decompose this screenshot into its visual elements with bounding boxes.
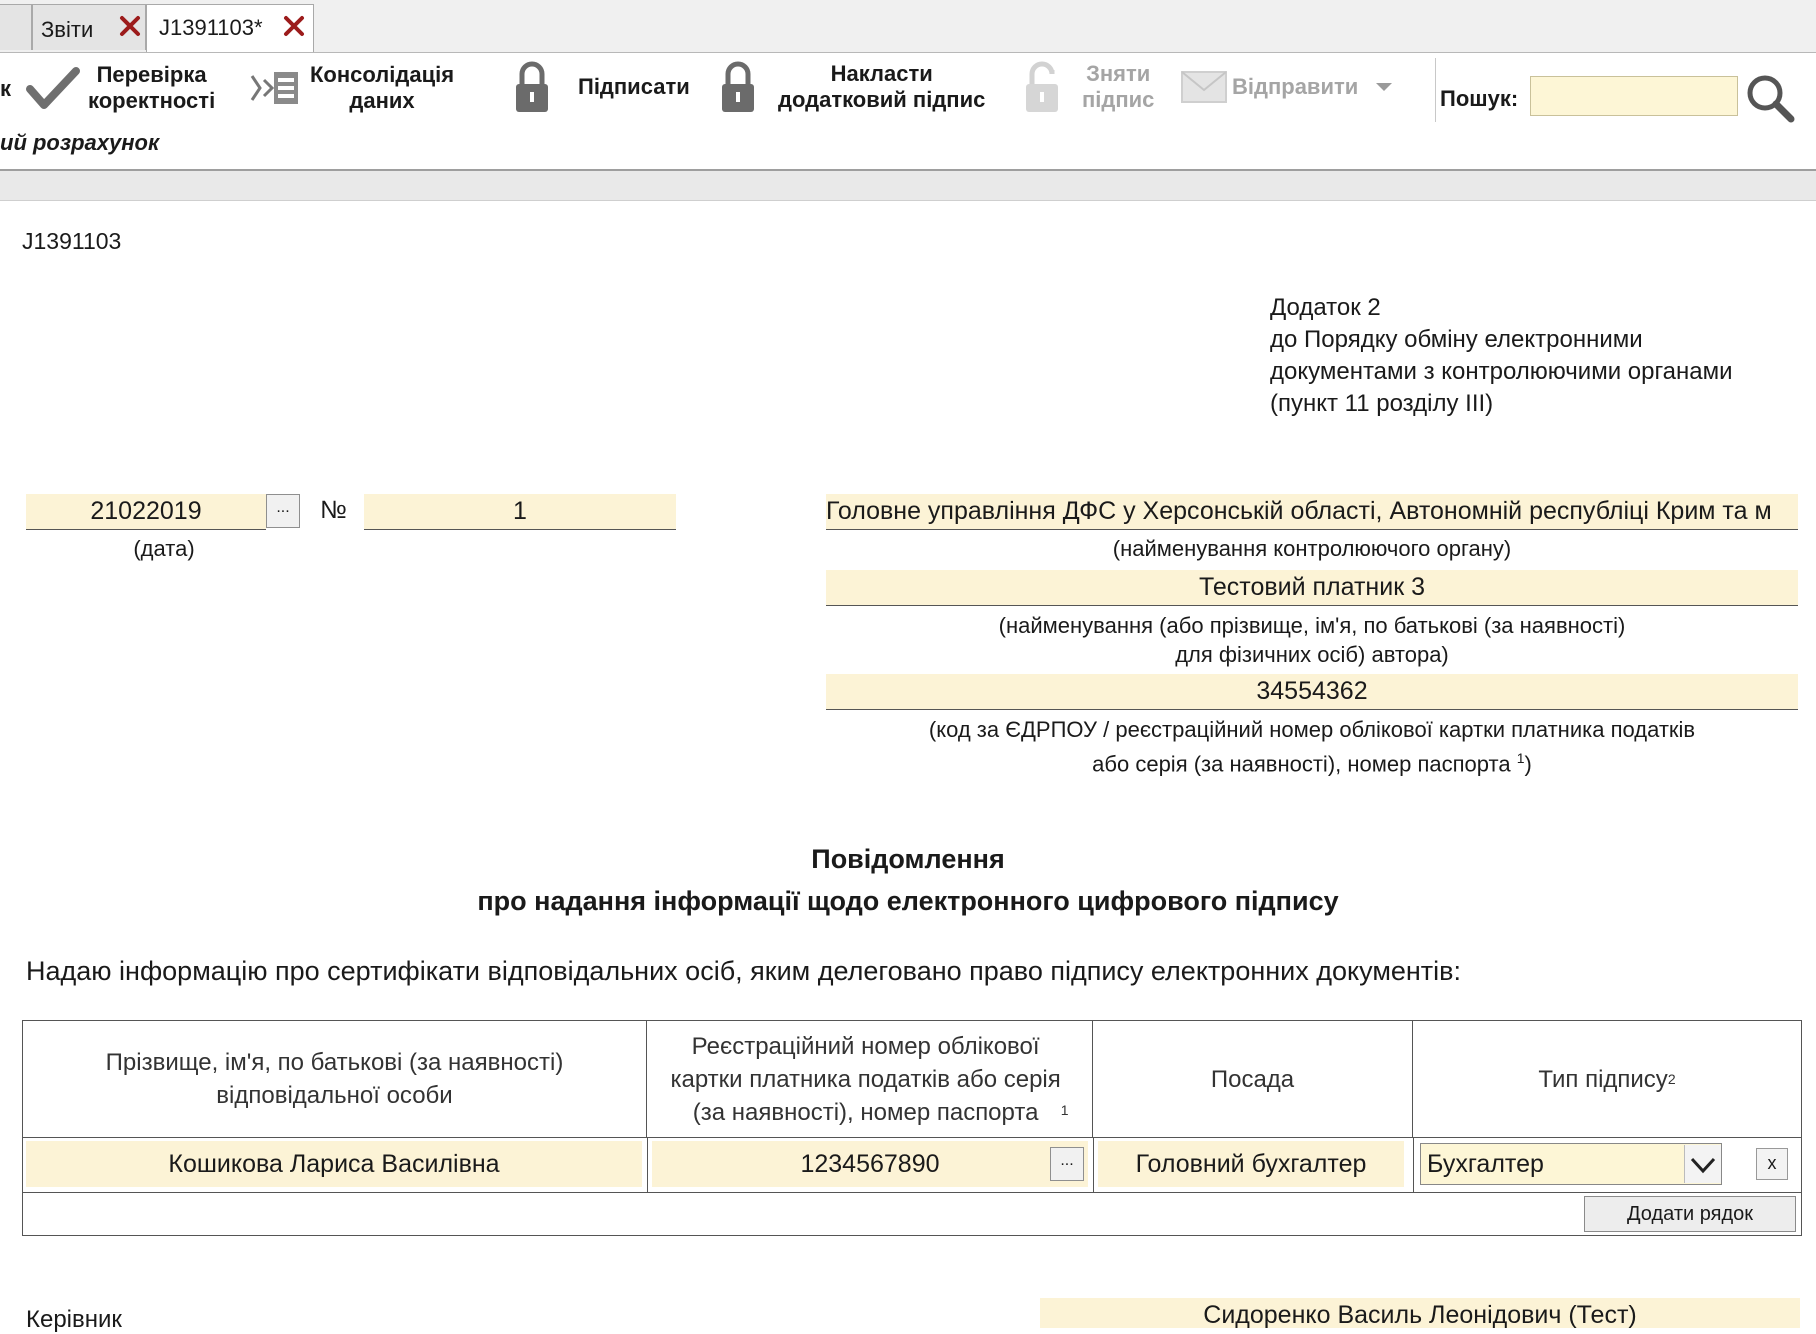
signer-position-cell[interactable]: Головний бухгалтер [1098, 1141, 1404, 1187]
remove-sign-button[interactable] [1022, 60, 1154, 114]
signer-reg-cell[interactable]: 1234567890 [652, 1141, 1088, 1187]
tab-j1391103-label: J1391103* [159, 15, 263, 40]
lock-icon [512, 60, 552, 114]
appendix-line: документами з контролюючими органами [1270, 358, 1733, 385]
sign-button[interactable] [512, 60, 690, 114]
signatories-table [22, 1020, 1802, 1236]
toolbar-divider-band [0, 169, 1816, 201]
tab-hidden[interactable] [0, 4, 32, 50]
col-header-type-text: Тип підпису [1538, 1065, 1668, 1093]
signer-name-cell[interactable]: Кошикова Лариса Василівна [26, 1141, 642, 1187]
edrpou-caption [826, 715, 1798, 778]
author-caption-line: для фізичних осіб) автора) [1175, 642, 1449, 667]
footnote-1: 1 [1516, 750, 1525, 766]
document-code: J1391103 [22, 228, 122, 254]
footnote-1: 1 [1060, 1102, 1069, 1118]
signer-reg-picker-button[interactable]: ... [1050, 1147, 1084, 1181]
toolbar-cut-label: к [0, 76, 12, 101]
number-label: № [320, 496, 347, 524]
author-caption-line: (найменування (або прізвище, ім'я, по батькові (за наявності) [998, 613, 1626, 638]
unlock-icon [1022, 60, 1062, 114]
head-field[interactable]: Сидоренко Василь Леонідович (Тест) [1040, 1298, 1800, 1328]
remove-sign-label: Зняти підпис [1082, 61, 1155, 112]
checkmark-icon [26, 63, 80, 113]
close-tab-reports-icon[interactable] [117, 13, 143, 39]
authority-caption: (найменування контролюючого органу) [1112, 536, 1512, 561]
signature-type-dropdown-button[interactable] [1684, 1145, 1721, 1183]
close-tab-j1391103-icon[interactable] [281, 13, 307, 39]
edrpou-caption-line: або серія (за наявності), номер паспорта $^1$) [1092, 750, 1532, 777]
edrpou-caption-line: (код за ЄДРПОУ / реєстраційний номер облікової картки платника податків [928, 717, 1696, 742]
appendix-line: (пункт 11 розділу ІІІ) [1270, 390, 1494, 417]
appendix-note [1270, 292, 1733, 420]
consolidate-icon [250, 66, 302, 110]
author-caption [826, 611, 1798, 669]
tab-reports-label: Звіти [41, 17, 94, 42]
col-header-name: Прізвище, ім'я, по батькові (за наявності) відповідальної особи [23, 1021, 647, 1137]
cell-divider [647, 1137, 648, 1193]
add-row-button[interactable]: Додати рядок [1584, 1196, 1796, 1232]
date-picker-button[interactable]: ... [266, 494, 300, 528]
search-icon[interactable] [1744, 72, 1796, 124]
footnote-2: 2 [1667, 1070, 1676, 1087]
signature-type-value: Бухгалтер [1427, 1150, 1544, 1178]
row-divider [23, 1192, 1801, 1193]
edrpou-caption-text: або серія (за наявності), номер паспорта [1092, 751, 1511, 777]
send-label: Відправити [1232, 74, 1359, 99]
envelope-icon [1180, 70, 1228, 104]
extra-sign-label: Накласти додатковий підпис [778, 61, 986, 112]
col-header-reg-text: Реєстраційний номер облікової картки платника податків або серія (за наявності), номер паспорта [670, 1032, 1061, 1126]
document-heading [0, 838, 1816, 922]
chevron-down-icon [1685, 1145, 1721, 1183]
tab-reports[interactable] [32, 4, 146, 50]
head-label: Керівник [26, 1306, 122, 1333]
cell-divider [1093, 1137, 1094, 1193]
consolidate-data-label: Консолідація даних [310, 62, 455, 113]
check-correctness-button[interactable] [26, 62, 215, 114]
date-field[interactable]: 21022019 [26, 494, 266, 530]
search-input[interactable] [1530, 76, 1738, 116]
check-correctness-label: Перевірка коректності [88, 62, 216, 113]
lock-icon [718, 60, 758, 114]
col-header-reg [647, 1021, 1093, 1137]
consolidate-data-button[interactable] [250, 62, 454, 114]
edrpou-field[interactable]: 34554362 [826, 674, 1798, 710]
date-caption: (дата) [133, 536, 195, 561]
col-header-type [1413, 1021, 1801, 1137]
search-label: Пошук: [1440, 86, 1519, 111]
heading-title: Повідомлення [811, 844, 1005, 874]
signature-type-select[interactable] [1420, 1143, 1722, 1185]
send-button[interactable] [1180, 70, 1394, 104]
heading-subtitle: про надання інформації щодо електронного цифрового підпису [477, 886, 1339, 916]
tab-bar [0, 0, 1816, 53]
appendix-line: Додаток 2 [1270, 294, 1381, 321]
authority-field[interactable]: Головне управління ДФС у Херсонській області, Автономній республіці Крим та м [826, 494, 1798, 530]
send-dropdown-icon[interactable] [1374, 81, 1394, 93]
toolbar-separator [1435, 58, 1436, 122]
toolbar-subtitle: ий розрахунок [0, 130, 160, 155]
col-header-position: Посада [1093, 1021, 1413, 1137]
clear-signature-type-button[interactable]: x [1756, 1148, 1788, 1180]
number-field[interactable]: 1 [364, 494, 676, 530]
row-divider [23, 1137, 1801, 1138]
author-field[interactable]: Тестовий платник 3 [826, 570, 1798, 606]
extra-sign-button[interactable] [718, 60, 985, 114]
cell-divider [1413, 1137, 1414, 1193]
sign-label: Підписати [578, 74, 690, 99]
tab-j1391103[interactable] [146, 4, 314, 52]
appendix-line: до Порядку обміну електронними [1270, 326, 1643, 353]
intro-text: Надаю інформацію про сертифікати відповідальних осіб, яким делеговано право підпису електронних документів: [26, 956, 1462, 986]
